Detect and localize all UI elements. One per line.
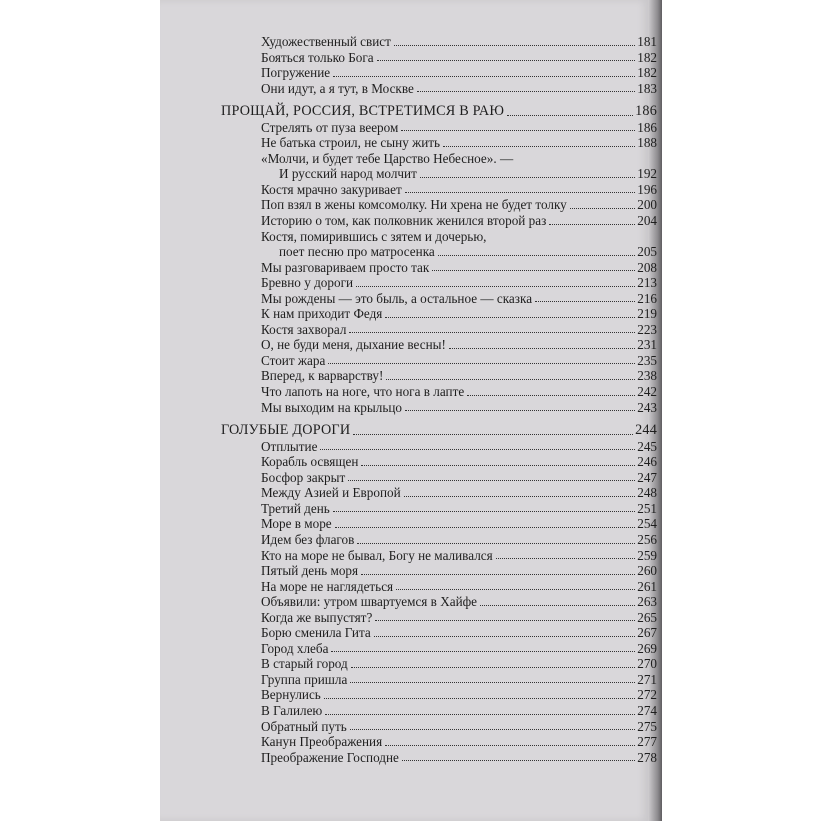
toc-page-number: 269 xyxy=(637,640,657,656)
dot-leader xyxy=(480,605,635,606)
toc-entry xyxy=(221,384,657,400)
toc-page-number: 244 xyxy=(635,422,657,439)
toc-entry-title: поет песню про матросенка xyxy=(279,244,435,260)
toc-entry-title: Вернулись xyxy=(261,687,321,703)
toc-page-number: 256 xyxy=(637,531,657,547)
toc-entry-title: Мы выходим на крыльцо xyxy=(261,399,402,415)
toc-entry-title: Город хлеба xyxy=(261,640,329,656)
toc-entry xyxy=(221,548,657,564)
toc-entry-title: ПРОЩАЙ, РОССИЯ, ВСТРЕТИМСЯ В РАЮ xyxy=(221,103,505,120)
dot-leader xyxy=(535,301,635,302)
toc-entry-title: Вперед, к варварству! xyxy=(261,368,384,384)
toc-page-number: 247 xyxy=(637,469,657,485)
toc-entry-title: Отплытие xyxy=(261,438,318,454)
toc-entry-title: Преображение Господне xyxy=(261,749,399,765)
toc-page-number: 223 xyxy=(637,321,657,337)
toc-entry-title: О, не буди меня, дыхание весны! xyxy=(261,337,446,353)
toc-entry-title: «Молчи, и будет тебе Царство Небесное». — xyxy=(261,150,514,166)
dot-leader xyxy=(349,332,635,333)
toc-entry xyxy=(221,719,657,735)
toc-entry xyxy=(221,532,657,548)
toc-page-number: 261 xyxy=(637,578,657,594)
toc-entry-title: К нам приходит Федя xyxy=(261,306,383,322)
toc-entry xyxy=(221,291,657,307)
toc-entry-title: Группа пришла xyxy=(261,671,348,687)
toc-page-number: 238 xyxy=(637,368,657,384)
dot-leader xyxy=(405,410,635,411)
dot-leader xyxy=(377,60,635,61)
toc-entry xyxy=(221,353,657,369)
toc-entry-title: Корабль освящен xyxy=(261,454,359,470)
toc-page-number: 246 xyxy=(637,454,657,470)
dot-leader xyxy=(350,729,635,730)
toc-entry-title: Мы рождены — это быль, а остальное — сказка xyxy=(261,290,533,306)
dot-leader xyxy=(348,480,635,481)
toc-entry-title: Между Азией и Европой xyxy=(261,485,401,501)
toc-entry xyxy=(221,454,657,470)
toc-entry xyxy=(221,734,657,750)
toc-entry-title: Море в море xyxy=(261,516,332,532)
toc-entry-continuation xyxy=(221,244,657,260)
dot-leader xyxy=(401,130,635,131)
toc-section xyxy=(221,104,657,120)
dot-leader xyxy=(404,496,635,497)
dot-leader xyxy=(417,91,635,92)
toc-page-number: 271 xyxy=(637,671,657,687)
toc-page-number: 182 xyxy=(637,65,657,81)
toc-page-number: 231 xyxy=(637,337,657,353)
toc-entry xyxy=(221,563,657,579)
toc-entry xyxy=(221,485,657,501)
dot-leader xyxy=(361,574,635,575)
toc-page-number: 278 xyxy=(637,749,657,765)
toc-entry-title: Кто на море не бывал, Богу не маливался xyxy=(261,547,493,563)
toc-entry xyxy=(221,750,657,766)
toc-entry-line xyxy=(221,151,657,167)
toc-page-number: 208 xyxy=(637,259,657,275)
toc-page-number: 274 xyxy=(637,702,657,718)
toc-entry-title: Идем без флагов xyxy=(261,531,355,547)
dot-leader xyxy=(335,527,635,528)
dot-leader xyxy=(438,255,635,256)
toc-entry xyxy=(221,672,657,688)
dot-leader xyxy=(353,434,633,435)
dot-leader xyxy=(333,76,635,77)
toc-entry-title: Когда же выпустят? xyxy=(261,609,373,625)
dot-leader xyxy=(420,177,635,178)
dot-leader xyxy=(351,667,635,668)
toc-page-number: 259 xyxy=(637,547,657,563)
toc-entry-line xyxy=(221,229,657,245)
toc-page-number: 243 xyxy=(637,399,657,415)
toc-entry-title: ГОЛУБЫЕ ДОРОГИ xyxy=(221,422,351,439)
toc-entry xyxy=(221,656,657,672)
toc-entry xyxy=(221,439,657,455)
toc-page-number: 248 xyxy=(637,485,657,501)
toc-page-number: 204 xyxy=(637,213,657,229)
dot-leader xyxy=(356,286,635,287)
toc-entry-title: Костя мрачно закуривает xyxy=(261,181,402,197)
toc-page-number: 260 xyxy=(637,563,657,579)
toc-entry-title: И русский народ молчит xyxy=(279,166,417,182)
dot-leader xyxy=(507,115,633,116)
dot-leader xyxy=(361,465,635,466)
dot-leader xyxy=(328,363,635,364)
toc-page-number: 251 xyxy=(637,500,657,516)
toc-entry-title: В старый город xyxy=(261,656,348,672)
toc-entry xyxy=(221,34,657,50)
toc-entry-title: Историю о том, как полковник женился второй раз xyxy=(261,213,547,229)
toc-entry-title: На море не наглядеться xyxy=(261,578,394,594)
toc-page-number: 219 xyxy=(637,306,657,322)
toc-entry-title: Третий день xyxy=(261,500,330,516)
toc-entry-title: Объявили: утром швартуемся в Хайфе xyxy=(261,594,478,610)
toc-entry xyxy=(221,65,657,81)
toc-entry xyxy=(221,275,657,291)
toc-entry xyxy=(221,213,657,229)
toc-entry-title: Что лапоть на ноге, что нога в лапте xyxy=(261,384,465,400)
toc-entry-title: Борю сменила Гита xyxy=(261,625,371,641)
toc-page-number: 272 xyxy=(637,687,657,703)
table-of-contents xyxy=(221,34,657,765)
toc-entry-title: Мы разговариваем просто так xyxy=(261,259,430,275)
toc-page-number: 182 xyxy=(637,49,657,65)
toc-entry-title: Не батька строил, не сыну жить xyxy=(261,135,441,151)
dot-leader xyxy=(549,224,635,225)
dot-leader xyxy=(570,208,635,209)
toc-page-number: 267 xyxy=(637,625,657,641)
toc-entry-title: Пятый день моря xyxy=(261,563,359,579)
dot-leader xyxy=(324,698,635,699)
toc-entry-title: В Галилею xyxy=(261,702,323,718)
toc-entry xyxy=(221,260,657,276)
toc-entry xyxy=(221,579,657,595)
toc-page-number: 216 xyxy=(637,290,657,306)
toc-entry-title: Художественный свист xyxy=(261,34,391,49)
toc-entry xyxy=(221,81,657,97)
toc-page-number: 270 xyxy=(637,656,657,672)
dot-leader xyxy=(449,348,635,349)
toc-entry-title: Канун Преображения xyxy=(261,734,383,750)
dot-leader xyxy=(385,317,635,318)
dot-leader xyxy=(320,449,635,450)
dot-leader xyxy=(402,760,635,761)
toc-page-number: 183 xyxy=(637,80,657,96)
dot-leader xyxy=(325,714,635,715)
toc-entry xyxy=(221,687,657,703)
toc-entry xyxy=(221,368,657,384)
toc-entry-title: Они идут, а я тут, в Москве xyxy=(261,80,414,96)
toc-page-number: 277 xyxy=(637,734,657,750)
toc-entry-title: Костя захворал xyxy=(261,321,347,337)
toc-entry-title: Поп взял в жены комсомолку. Ни хрена не будет толку xyxy=(261,197,567,213)
toc-page-number: 188 xyxy=(637,135,657,151)
toc-page-number: 245 xyxy=(637,438,657,454)
toc-entry xyxy=(221,306,657,322)
toc-entry xyxy=(221,182,657,198)
toc-page-number: 196 xyxy=(637,181,657,197)
toc-entry xyxy=(221,120,657,136)
toc-section xyxy=(221,423,657,439)
toc-entry xyxy=(221,337,657,353)
toc-page-number: 254 xyxy=(637,516,657,532)
toc-entry xyxy=(221,50,657,66)
toc-entry xyxy=(221,516,657,532)
toc-page-number: 200 xyxy=(637,197,657,213)
dot-leader xyxy=(374,636,635,637)
toc-entry-title: Костя, помирившись с зятем и дочерью, xyxy=(261,228,487,244)
toc-entry-continuation xyxy=(221,166,657,182)
dot-leader xyxy=(331,651,635,652)
toc-page-number: 235 xyxy=(637,352,657,368)
toc-page-number: 192 xyxy=(637,166,657,182)
toc-entry xyxy=(221,322,657,338)
toc-page-number: 186 xyxy=(637,119,657,135)
toc-entry-title: Погружение xyxy=(261,65,331,81)
toc-entry xyxy=(221,135,657,151)
dot-leader xyxy=(385,745,635,746)
dot-leader xyxy=(432,270,635,271)
dot-leader xyxy=(496,558,635,559)
dot-leader xyxy=(386,379,635,380)
dot-leader xyxy=(375,620,635,621)
toc-page-number: 275 xyxy=(637,718,657,734)
dot-leader xyxy=(467,395,635,396)
toc-entry xyxy=(221,625,657,641)
dot-leader xyxy=(333,511,635,512)
toc-entry xyxy=(221,610,657,626)
toc-entry-title: Босфор закрыт xyxy=(261,469,346,485)
toc-entry xyxy=(221,594,657,610)
dot-leader xyxy=(443,146,635,147)
toc-page-number: 205 xyxy=(637,244,657,260)
toc-entry-title: Бояться только Бога xyxy=(261,49,374,65)
toc-entry-title: Обратный путь xyxy=(261,718,347,734)
toc-entry-title: Стрелять от пуза веером xyxy=(261,119,399,135)
toc-entry-title: Бревно у дороги xyxy=(261,275,354,291)
toc-entry xyxy=(221,641,657,657)
toc-page-number: 263 xyxy=(637,594,657,610)
toc-page-number: 242 xyxy=(637,384,657,400)
dot-leader xyxy=(350,682,635,683)
toc-entry xyxy=(221,501,657,517)
toc-entry xyxy=(221,400,657,416)
toc-page-number: 265 xyxy=(637,609,657,625)
toc-entry-title: Стоит жара xyxy=(261,352,326,368)
dot-leader xyxy=(396,589,635,590)
dot-leader xyxy=(357,543,635,544)
toc-entry xyxy=(221,470,657,486)
dot-leader xyxy=(405,192,635,193)
toc-page-number: 181 xyxy=(637,34,657,49)
toc-entry xyxy=(221,197,657,213)
dot-leader xyxy=(394,45,635,46)
toc-page-number: 186 xyxy=(635,103,657,120)
toc-entry xyxy=(221,703,657,719)
toc-page-number: 213 xyxy=(637,275,657,291)
